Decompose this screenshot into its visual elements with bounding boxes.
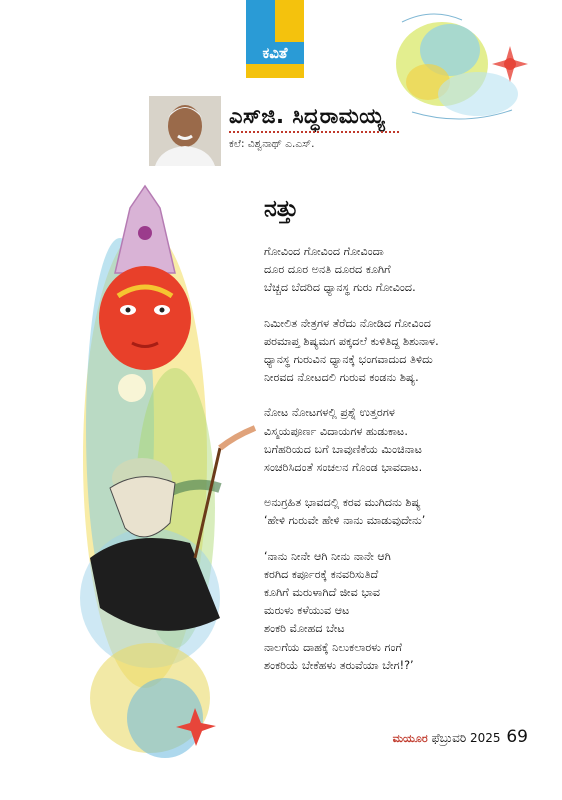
poem-illustration <box>70 178 280 768</box>
poem-line: ದೂರ ದೂರ ಅನತಿ ದೂರದ ಕೂಗಿಗೆ <box>264 263 391 277</box>
poem-line: ಪರಮಾಪ್ತ ಶಿಷ್ಯಮಗ ಪಕ್ಕದಲೆ ಕುಳಿತಿದ್ದ ಶಿಶುನಾಳ. <box>264 334 439 348</box>
page-number: 69 <box>506 727 528 747</box>
stanza <box>264 494 549 530</box>
author-photo <box>149 96 221 166</box>
poem-line: ಬಗೆಹರಿಯದ ಬಗೆ ಬಾವುಣಿಕೆಯ ಮಿಂಚಿನಾಟ <box>264 442 423 456</box>
section-label: ಕವಿತೆ <box>246 42 304 64</box>
poem-line: ಶಂಕರಿ ಮೋಹದ ಬೇಟ <box>264 622 345 636</box>
tab-yellow-underline <box>246 64 304 78</box>
poem-line: ಬೆಚ್ಚದ ಬೆದರಿದ ಧ್ಯಾನಸ್ಥ ಗುರು ಗೋವಿಂದ. <box>264 281 416 295</box>
watercolor-splash-art <box>392 2 544 130</box>
poem-line: ಗೋವಿಂದ ಗೋವಿಂದ ಗೋವಿಂದಾ <box>264 245 384 258</box>
poem-title: ನತ್ತು <box>264 196 299 222</box>
poem-line: ಧ್ಯಾನಸ್ಥ ಗುರುವಿನ ಧ್ಯಾನಕ್ಕೆ ಭಂಗವಾದುದ ತಿಳಿದು <box>264 353 433 367</box>
author-name: ಎಸ್‌ಜಿ. ಸಿದ್ಧರಾಮಯ್ಯ <box>229 104 386 128</box>
poem-line: ನಾಲಗೆಯ ದಾಹಕ್ಕೆ ನಿಲುಕಲಾರಳು ಗಂಗೆ <box>264 640 403 654</box>
dotted-divider <box>229 131 399 133</box>
poem-line: ವಿಸ್ಮಯಪೂರ್ಣ ವಿದಾಯಗಳ ಹುಡುಕಾಟ. <box>264 424 408 438</box>
stanza <box>264 315 549 388</box>
poem-line: ನೀರವದ ನೋಟದಲಿ ಗುರುವ ಕಂಡನು ಶಿಷ್ಯ. <box>264 371 419 385</box>
art-credit: ಕಲೆ: ವಿಶ್ವನಾಥ್ ಎ.ಎಸ್. <box>229 138 315 150</box>
poem-line: ಶಂಕರಿಯೆ ಬೇಕೆಹಳು ತರುವೆಯಾ ಬೇಗ!?’ <box>264 658 414 672</box>
poem-line: ‘ನಾನು ನೀನೇ ಆಗಿ ನೀನು ನಾನೇ ಆಗಿ <box>264 549 391 563</box>
poem-line: ಕೂಗಿಗೆ ಮರುಳಾಗಿದೆ ಜೀವ ಭಾವ <box>264 586 381 600</box>
page-footer <box>393 727 528 747</box>
poem-line: ಸಂಚರಿಸಿದಂತೆ ಸಂಚಲನ ಗೊಂಡ ಭಾವದಾಟ. <box>264 461 423 475</box>
poem-line: ‘ಹೇಳಿ ಗುರುವೇ ಹೇಳಿ ನಾನು ಮಾಡುವುದೇನು’ <box>264 514 426 528</box>
tab-blue-bar <box>246 0 275 42</box>
stanza <box>264 243 549 298</box>
stanza <box>264 404 549 477</box>
section-tab <box>246 0 304 78</box>
poem-line: ನಿಮೀಲಿತ ನೇತ್ರಗಳ ತೆರೆದು ನೋಡಿದ ಗೋವಿಂದ <box>264 316 431 330</box>
tab-yellow-bar <box>275 0 304 42</box>
poem-line: ಮರುಳು ಕಳೆಯುವ ಆಟ <box>264 604 350 618</box>
poem-line: ಅನುಗ್ರಹಿತ ಭಾವದಲ್ಲಿ ಕರವ ಮುಗಿದನು ಶಿಷ್ಯ <box>264 496 421 510</box>
poem-line: ಕರಗಿದ ಕರ್ಪೂರಕ್ಕೆ ಕನವರಿಸುತಿದೆ <box>264 567 379 581</box>
stanza <box>264 548 549 675</box>
magazine-name: ಮಯೂರ <box>392 732 428 745</box>
issue-date: ಫೆಬ್ರುವರಿ 2025 <box>431 731 501 745</box>
poem-body <box>264 243 549 692</box>
poem-line: ನೋಟ ನೋಟಗಳಲ್ಲಿ ಪ್ರಶ್ನೆ ಉತ್ತರಗಳ <box>264 406 395 420</box>
